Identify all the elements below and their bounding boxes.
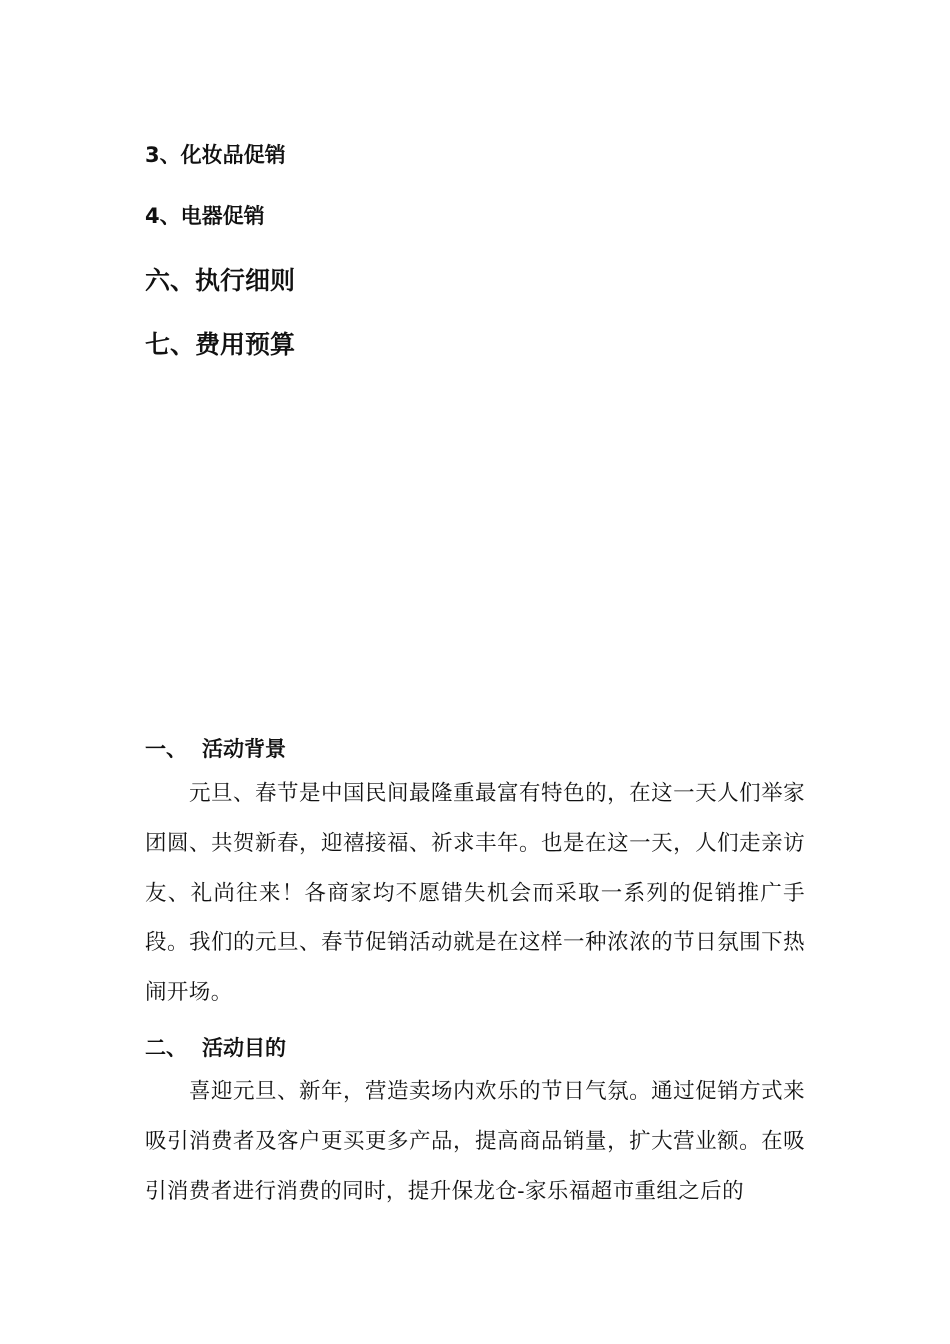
section-number: 二、 [145,1036,187,1060]
toc-item-execution-rules: 六、执行细则 [145,266,296,295]
section-title: 活动背景 [202,737,286,761]
section-heading-background [145,733,286,763]
toc-item-cosmetics-promotion: 3、化妆品促销 [145,143,286,167]
section-heading-purpose [145,1032,286,1062]
section-body-purpose: 喜迎元旦、新年，营造卖场内欢乐的节日气氛。通过促销方式来吸引消费者及客户更买更多产品，提高商品销量，扩大营业额。在吸引消费者进行消费的同时，提升保龙仓-家乐福超市重组之后的 [145,1079,805,1204]
toc-item-appliance-promotion: 4、电器促销 [145,204,265,228]
section-body-background: 元旦、春节是中国民间最隆重最富有特色的，在这一天人们举家团圆、共贺新春，迎禧接福、祈求丰年。也是在这一天，人们走亲访友、礼尚往来！各商家均不愿错失机会而采取一系列的促销推广手段。我们的元旦、春节促销活动就是在这样一种浓浓的节日氛围下热闹开场。 [145,781,805,1006]
section-number: 一、 [145,737,187,761]
toc-item-budget: 七、费用预算 [145,330,296,359]
section-title: 活动目的 [202,1036,286,1060]
